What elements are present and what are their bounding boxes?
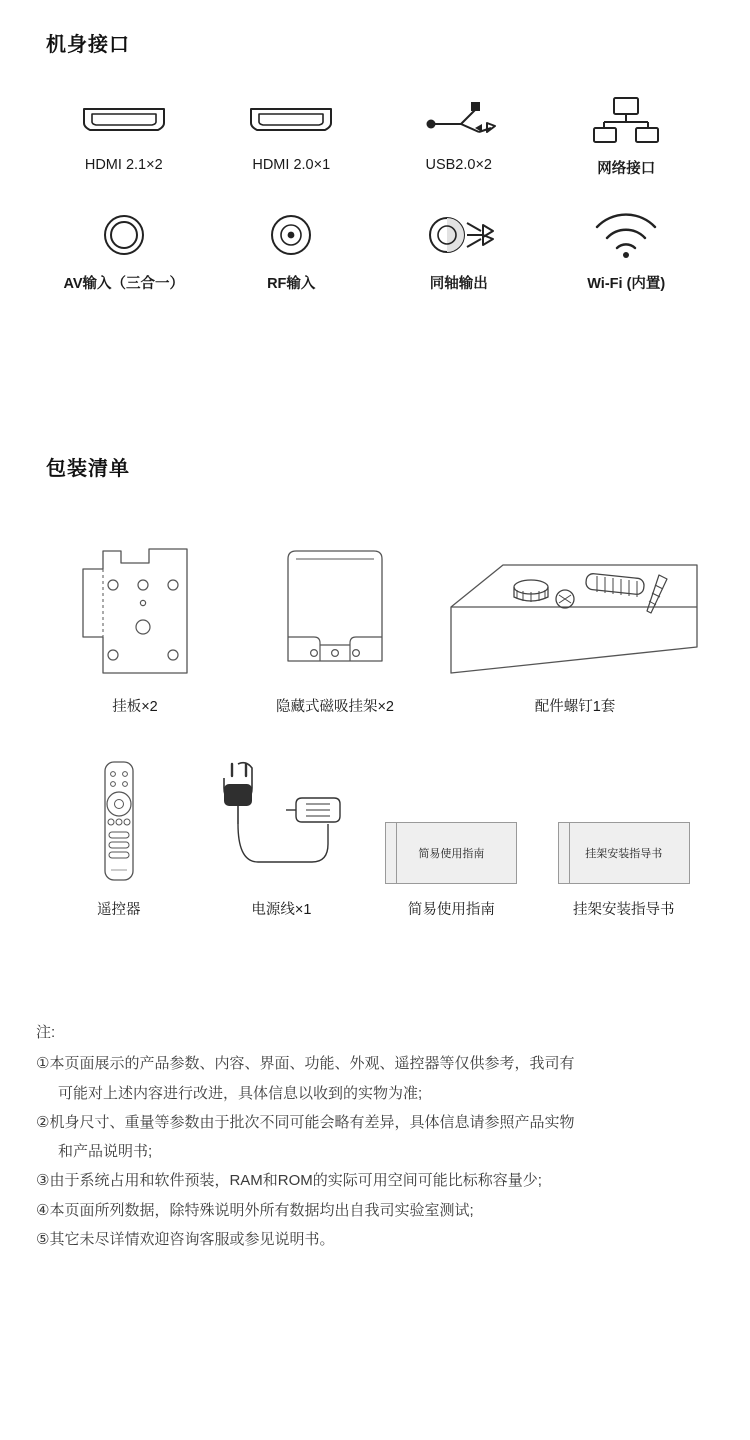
- package-item-screw-kit: [440, 551, 710, 716]
- disclaimer-notes: [36, 1018, 726, 1254]
- note-line: ①本页面展示的产品参数、内容、界面、功能、外观、遥控器等仅供参考，我司有: [36, 1055, 575, 1073]
- note-line: ⑤其它未尽详情欢迎咨询客服或参见说明书。: [36, 1230, 335, 1248]
- port-label: HDMI 2.1×2: [84, 157, 163, 173]
- notes-heading: 注:: [36, 1024, 56, 1041]
- port-label: 网络接口: [597, 161, 656, 177]
- body-ports-section: [0, 28, 750, 293]
- package-item-power-cable: [198, 758, 366, 919]
- package-item-label: 隐藏式磁吸挂架×2: [275, 699, 395, 715]
- port-item-coaxial: [375, 206, 543, 293]
- package-item-mount-guide: [538, 822, 710, 919]
- magnetic-mount-icon: [270, 541, 400, 681]
- usb-port-icon: [421, 91, 497, 149]
- note-line: 可能对上述内容进行改进，具体信息以收到的实物为准;: [58, 1084, 423, 1102]
- package-item-wall-plate: [40, 541, 230, 716]
- package-item-label: 电源线×1: [251, 902, 312, 918]
- screw-kit-box-icon: [445, 551, 705, 681]
- booklet-spine: [569, 823, 570, 883]
- booklet-cover-text: 简易使用指南: [418, 848, 485, 860]
- port-item-usb: [375, 91, 543, 178]
- power-cable-icon: [216, 758, 346, 884]
- booklet-spine: [396, 823, 397, 883]
- port-label: AV输入（三合一）: [63, 276, 185, 292]
- booklet-cover: [558, 822, 690, 884]
- port-label: RF输入: [267, 276, 316, 292]
- note-line: ③由于系统占用和软件预装，RAM和ROM的实际可用空间可能比标称容量少;: [36, 1172, 542, 1190]
- port-item-wifi: [543, 206, 711, 293]
- av-input-icon: [98, 206, 150, 264]
- port-label: 同轴输出: [429, 276, 488, 292]
- booklet-cover: [385, 822, 517, 884]
- ethernet-icon: [590, 91, 662, 149]
- package-row-1: [0, 541, 750, 716]
- port-label: HDMI 2.0×1: [252, 157, 331, 173]
- port-label: USB2.0×2: [425, 157, 492, 173]
- hdmi-port-icon: [245, 91, 337, 149]
- booklet-cover-text: 挂架安装指导书: [585, 848, 663, 860]
- port-item-ethernet: [543, 91, 711, 178]
- rf-input-icon: [265, 206, 317, 264]
- package-list-section: [0, 452, 750, 919]
- package-item-label: 简易使用指南: [407, 902, 495, 918]
- package-item-magnetic-mount: [230, 541, 440, 716]
- package-item-label: 挂架安装指导书: [573, 902, 675, 918]
- port-item-av: [40, 206, 208, 293]
- package-item-remote: [40, 758, 198, 919]
- package-item-quick-guide: [365, 822, 537, 919]
- port-item-rf: [208, 206, 376, 293]
- wifi-icon: [589, 206, 663, 264]
- ports-section-title: 机身接口: [46, 34, 130, 56]
- package-item-label: 遥控器: [97, 902, 141, 918]
- ports-grid: [0, 91, 750, 293]
- package-item-label: 挂板×2: [112, 699, 158, 715]
- note-line: ④本页面所列数据，除特殊说明外所有数据均出自我司实验室测试;: [36, 1201, 474, 1219]
- coaxial-out-icon: [419, 206, 499, 264]
- remote-control-icon: [91, 758, 147, 884]
- package-item-label: 配件螺钉1套: [534, 699, 616, 715]
- booklet-icon: [385, 822, 517, 884]
- port-item-hdmi20: [208, 91, 376, 178]
- port-label: Wi-Fi (内置): [587, 276, 666, 292]
- note-line: 和产品说明书;: [58, 1143, 153, 1160]
- wall-plate-icon: [75, 541, 195, 681]
- note-line: ②机身尺寸、重量等参数由于批次不同可能会略有差异，具体信息请参照产品实物: [36, 1113, 575, 1131]
- package-section-title: 包装清单: [46, 458, 130, 480]
- hdmi-port-icon: [78, 91, 170, 149]
- booklet-icon: [558, 822, 690, 884]
- port-item-hdmi21: [40, 91, 208, 178]
- package-row-2: [0, 758, 750, 919]
